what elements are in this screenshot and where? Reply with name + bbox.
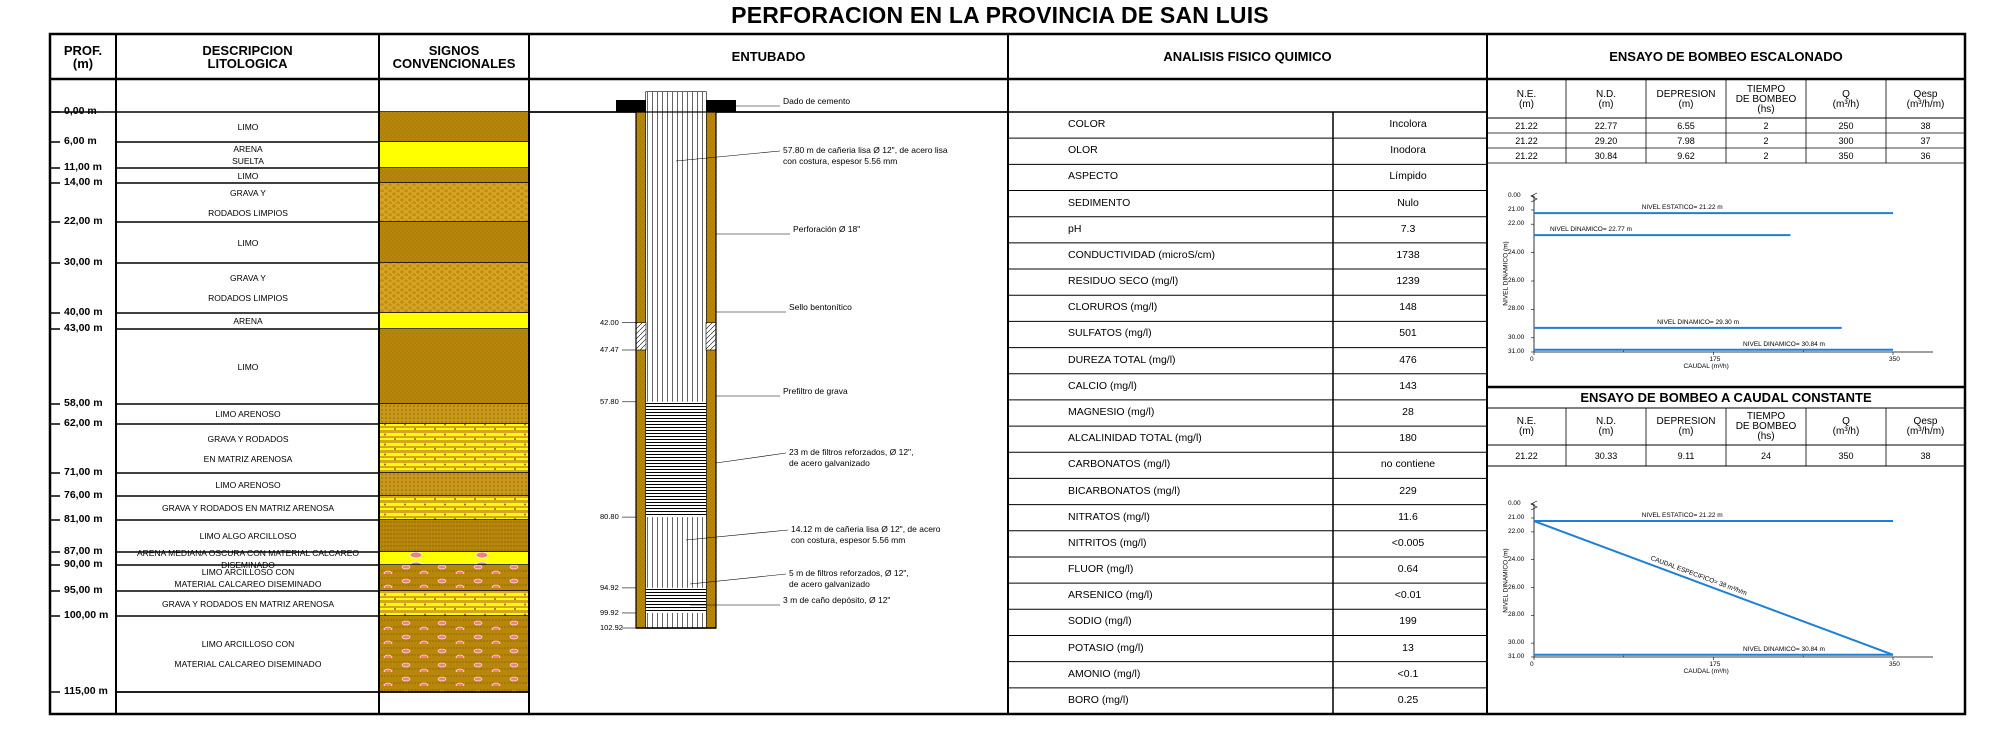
analisis-key: NITRATOS (mg/l)	[1068, 510, 1150, 523]
lithology-description	[117, 313, 379, 329]
lithology-pattern	[380, 591, 528, 616]
analisis-key: CARBONATOS (mg/l)	[1068, 458, 1171, 471]
lithology-line: GRAVA Y	[230, 273, 266, 283]
escalonado-cell: 6.55	[1677, 120, 1695, 131]
analisis-key: MAGNESIO (mg/l)	[1068, 406, 1155, 418]
entubado-annotation: Perforación Ø 18"	[793, 224, 861, 234]
escalonado-cell: 7.98	[1677, 135, 1695, 146]
header-desc-line2: LITOLOGICA	[207, 55, 288, 71]
depth-label: 40,00 m	[64, 306, 103, 318]
header-signos	[379, 34, 529, 79]
axis-break	[1531, 501, 1537, 510]
escalonado-cell: 9.62	[1677, 150, 1695, 161]
sello-left	[636, 323, 646, 350]
header-analisis: ANALISIS FISICO QUIMICO	[1163, 49, 1332, 64]
page-title: PERFORACION EN LA PROVINCIA DE SAN LUIS	[731, 2, 1269, 28]
column-header-line: Q	[1842, 416, 1850, 427]
chart-y-tick-label: 22.00	[1508, 527, 1525, 535]
header-signos-line2: CONVENCIONALES	[392, 55, 516, 71]
lithology-line: ARENA MEDIANA OSCURA CON MATERIAL CALCAREO DISEMINADO	[137, 547, 359, 570]
column-header-line: (m³/h/m)	[1906, 98, 1945, 110]
lithology-line: GRAVA Y RODADOS	[207, 433, 289, 444]
lithology-line: LIMO	[237, 122, 259, 132]
lithology-description	[117, 473, 379, 496]
depth-label: 90,00 m	[64, 558, 103, 570]
column-header-line: DEPRESION	[1656, 416, 1716, 427]
analisis-key: ARSENICO (mg/l)	[1068, 589, 1153, 602]
analisis-value: <0.1	[1397, 667, 1419, 680]
analisis-value: Inodora	[1390, 144, 1426, 157]
chart-annotation: NIVEL ESTATICO= 21.22 m	[1641, 204, 1723, 212]
analisis-value: Nulo	[1397, 196, 1419, 209]
escalonado-col-qesp	[1886, 81, 1965, 118]
column-header-line: TIEMPO	[1746, 83, 1786, 95]
lithology-pattern	[380, 313, 528, 329]
analisis-key: SODIO (mg/l)	[1068, 615, 1132, 628]
lithology-pattern	[380, 168, 528, 183]
chart-y-tick-label: 26.00	[1508, 583, 1525, 591]
depth-label: 0,00 m	[64, 105, 97, 117]
entubado-annotation: de acero galvanizado	[789, 579, 870, 589]
lithology-description	[117, 616, 379, 692]
column-header-line: (hs)	[1757, 103, 1775, 115]
chart-y-tick-label: 21.00	[1508, 206, 1525, 213]
depth-label: 95,00 m	[64, 584, 103, 596]
column-header-line: (m)	[1598, 426, 1614, 437]
chart-x-label: CAUDAL (m³/h)	[1683, 668, 1729, 675]
chart-y-label: NIVEL DINAMICO (m)	[1502, 241, 1510, 306]
lithology-description	[117, 496, 379, 520]
chart-x-tick-label: 175	[1709, 661, 1721, 668]
chart-x-tick-label: 175	[1709, 356, 1721, 363]
chart-y-tick-label: 24.00	[1508, 248, 1525, 256]
entubado-annotation: 3 m de caño depósito, Ø 12"	[783, 595, 891, 605]
constante-col-q	[1806, 409, 1886, 445]
deposit-pipe	[646, 613, 706, 628]
lithology-line: ARENA	[233, 144, 263, 154]
annotation-leader	[716, 453, 786, 463]
escalonado-cell: 2	[1763, 135, 1769, 146]
entubado-depth-value: 47.47	[600, 344, 619, 354]
lithology-line: LIMO ARENOSO	[215, 479, 281, 490]
depth-label: 6,00 m	[64, 135, 97, 147]
column-header-line: N.E.	[1516, 416, 1537, 427]
column-header-line: Q	[1842, 88, 1850, 100]
lithology-pattern	[380, 112, 528, 142]
lithology-line: LIMO	[237, 170, 259, 181]
constante-col-tiempo	[1726, 409, 1806, 445]
chart-x-tick-label: 350	[1889, 356, 1900, 363]
analisis-value: Límpido	[1389, 170, 1427, 183]
lithology-line: LIMO	[237, 361, 259, 372]
depth-label: 43,00 m	[64, 322, 103, 334]
entubado-annotation: 23 m de filtros reforzados, Ø 12",	[789, 447, 914, 457]
column-header-line: (m)	[1598, 98, 1614, 110]
lithology-line: LIMO ARCILLOSO CON	[201, 567, 295, 577]
axis-break	[1531, 193, 1537, 202]
chart-y-tick-label: 22.00	[1508, 220, 1525, 228]
entubado-annotation: Sello bentonítico	[789, 302, 852, 312]
entubado-annotation: Prefiltro de grava	[783, 386, 848, 396]
chart-annotation: CAUDAL ESPECIFICO= 38 m³/h/m	[1650, 555, 1749, 598]
analisis-value: 143	[1399, 379, 1417, 392]
analisis-key: DUREZA TOTAL (mg/l)	[1068, 353, 1176, 366]
lithology-pattern	[380, 263, 528, 313]
escalonado-col-q	[1806, 81, 1886, 118]
analisis-key: pH	[1068, 222, 1082, 235]
lithology-line: GRAVA Y RODADOS EN MATRIZ ARENOSA	[161, 503, 335, 513]
analisis-value: 0.25	[1397, 693, 1419, 706]
chart-y-tick-label: 30.00	[1508, 333, 1525, 341]
header-prof-line2: (m)	[72, 55, 94, 71]
lithology-pattern	[380, 520, 528, 552]
lithology-pattern	[380, 424, 528, 473]
entubado-depth-value: 102.92	[600, 623, 623, 632]
analisis-key: SEDIMENTO	[1068, 196, 1131, 209]
escalonado-cell: 21.22	[1515, 135, 1538, 146]
depth-label: 22,00 m	[64, 215, 103, 227]
depth-label: 87,00 m	[64, 545, 103, 557]
constante-cell: 30.33	[1594, 450, 1618, 461]
constante-col-depresion	[1646, 409, 1726, 445]
specific-flow-line	[1534, 521, 1893, 655]
lithology-line: MATERIAL CALCAREO DISEMINADO	[174, 579, 322, 589]
lithology-pattern	[380, 329, 528, 404]
escalonado-cell: 29.20	[1594, 135, 1618, 146]
analisis-key: BICARBONATOS (mg/l)	[1068, 484, 1181, 497]
filter-2	[646, 588, 706, 613]
chart-annotation: NIVEL DINAMICO= 29.30 m	[1657, 318, 1740, 326]
chart-x-tick-label: 350	[1889, 661, 1900, 668]
constante-col-ne	[1487, 409, 1566, 445]
entubado-depth-value: 57.80	[600, 396, 619, 406]
constante-cell: 9.11	[1677, 450, 1695, 461]
lithology-pattern	[380, 496, 528, 520]
escalonado-col-nd	[1566, 81, 1646, 118]
analisis-value: Incolora	[1389, 118, 1427, 131]
analisis-value: 13	[1402, 641, 1414, 654]
constante-cell: 24	[1760, 450, 1771, 461]
lithology-line: RODADOS LIMPIOS	[208, 207, 288, 218]
depth-label: 30,00 m	[64, 256, 103, 268]
chart-annotation: NIVEL ESTATICO= 21.22 m	[1641, 512, 1723, 520]
entubado-depth-value: 94.92	[600, 582, 619, 592]
analisis-key: RESIDUO SECO (mg/l)	[1068, 275, 1179, 288]
analisis-value: 7.3	[1400, 222, 1416, 235]
chart-y-tick-label: 26.00	[1508, 277, 1525, 284]
depth-label: 100,00 m	[64, 609, 109, 621]
chart-y-tick-label: 28.00	[1508, 305, 1525, 313]
lithology-description	[117, 404, 379, 424]
escalonado-cell: 37	[1920, 135, 1931, 146]
analisis-value: 0.64	[1397, 563, 1419, 576]
analisis-key: COLOR	[1068, 118, 1106, 131]
analisis-value: <0.01	[1394, 589, 1422, 602]
escalonado-cell: 22.77	[1594, 120, 1618, 131]
chart-x-tick-label: 0	[1530, 661, 1534, 668]
lithology-description	[117, 329, 379, 404]
constante-cell: 21.22	[1515, 450, 1538, 461]
lithology-description	[117, 547, 379, 570]
column-header-line: N.E.	[1516, 88, 1537, 100]
lithology-description	[117, 222, 379, 263]
chart-x-label: CAUDAL (m³/h)	[1683, 363, 1729, 370]
column-header-line: (m)	[1519, 426, 1534, 437]
analisis-value: no contiene	[1380, 458, 1436, 471]
chart-x-tick-label: 0	[1530, 356, 1534, 363]
analisis-key: CLORUROS (mg/l)	[1068, 301, 1158, 314]
lithology-description	[117, 591, 379, 616]
lithology-description	[117, 142, 379, 168]
analisis-key: CALCIO (mg/l)	[1068, 379, 1137, 392]
lithology-line: LIMO ALGO ARCILLOSO	[199, 531, 297, 541]
escalonado-cell: 30.84	[1594, 150, 1618, 161]
analisis-value: 199	[1399, 615, 1417, 628]
column-header-line: (m)	[1519, 98, 1534, 110]
analisis-value: 229	[1399, 484, 1417, 497]
depth-label: 62,00 m	[64, 417, 103, 429]
escalonado-cell: 350	[1838, 150, 1854, 161]
casing-1	[646, 92, 706, 402]
escalonado-cell: 300	[1838, 135, 1854, 146]
depth-label: 81,00 m	[64, 513, 103, 525]
column-header-line: DE BOMBEO	[1735, 93, 1797, 105]
column-header-line: TIEMPO	[1746, 411, 1786, 422]
column-header-line: (m³/h/m)	[1906, 426, 1945, 437]
depth-label: 115,00 m	[64, 685, 108, 697]
analisis-value: 501	[1399, 327, 1417, 340]
column-header-line: (m)	[1678, 426, 1694, 437]
lithology-pattern	[380, 404, 528, 424]
escalonado-cell: 2	[1763, 150, 1769, 161]
analisis-value: <0.005	[1391, 536, 1425, 549]
entubado-annotation: con costura, espesor 5.56 mm	[783, 156, 898, 166]
chart-y-tick-label: 28.00	[1508, 611, 1525, 619]
lithology-description	[117, 168, 379, 183]
analisis-value: 11.6	[1398, 510, 1418, 523]
lithology-line: GRAVA Y	[230, 187, 266, 198]
lithology-line: LIMO ARCILLOSO CON	[201, 639, 295, 649]
header-signos-line1: SIGNOS	[428, 42, 480, 58]
header-bombeo-constante: ENSAYO DE BOMBEO A CAUDAL CONSTANTE	[1580, 390, 1872, 405]
column-header-line: DE BOMBEO	[1735, 421, 1797, 432]
depth-label: 11,00 m	[64, 161, 102, 173]
chart-y-tick-label: 30.00	[1508, 639, 1525, 647]
header-prof-line1: PROF.	[63, 42, 103, 58]
chart-annotation: NIVEL DINAMICO= 30.84 m	[1743, 340, 1825, 348]
analisis-key: POTASIO (mg/l)	[1068, 641, 1144, 654]
analisis-key: OLOR	[1068, 144, 1098, 157]
entubado-depth-value: 99.92	[600, 607, 619, 617]
sello-right	[706, 323, 716, 350]
analisis-key: CONDUCTIVIDAD (microS/cm)	[1068, 248, 1215, 261]
lithology-description	[117, 565, 379, 591]
lithology-pattern	[380, 142, 528, 168]
lithology-pattern	[380, 616, 528, 692]
analisis-value: 1239	[1396, 275, 1420, 288]
lithology-description	[117, 183, 379, 222]
lithology-pattern	[380, 473, 528, 496]
chart-y-tick-label: 0.00	[1508, 500, 1521, 507]
lithology-line: ARENA	[233, 316, 263, 326]
lithology-description	[117, 263, 379, 313]
column-header-line: (m³/h)	[1832, 426, 1860, 437]
constante-cell: 38	[1920, 450, 1931, 461]
depth-label: 14,00 m	[64, 176, 103, 188]
constante-col-qesp	[1886, 409, 1965, 445]
header-descripcion	[116, 34, 379, 79]
chart-y-tick-label: 21.00	[1508, 514, 1525, 521]
constante-col-nd	[1566, 409, 1646, 445]
column-header-line: DEPRESION	[1656, 88, 1716, 100]
analisis-key: FLUOR (mg/l)	[1068, 563, 1134, 576]
escalonado-cell: 36	[1920, 150, 1931, 161]
chart-annotation: NIVEL DINAMICO= 22.77 m	[1550, 226, 1632, 234]
lithology-line: MATERIAL CALCAREO DISEMINADO	[174, 659, 322, 669]
escalonado-col-ne	[1487, 81, 1566, 118]
entubado-annotation: 57.80 m de cañeria lisa Ø 12", de acero lisa	[783, 145, 948, 155]
lithology-pattern	[380, 552, 528, 565]
analisis-value: 148	[1399, 301, 1417, 314]
depth-label: 76,00 m	[64, 489, 103, 501]
analisis-value: 28	[1402, 406, 1414, 418]
column-header-line: Qesp	[1913, 88, 1938, 100]
header-prof	[50, 34, 116, 79]
chart-y-tick-label: 31.00	[1508, 653, 1525, 660]
lithology-line: EN MATRIZ ARENOSA	[203, 453, 293, 464]
analisis-value: 1738	[1396, 248, 1420, 261]
column-header-line: (m³/h)	[1832, 98, 1860, 110]
chart-y-tick-label: 0.00	[1508, 192, 1521, 199]
header-bombeo-escalonado: ENSAYO DE BOMBEO ESCALONADO	[1609, 49, 1843, 64]
chart-y-tick-label: 24.00	[1508, 555, 1525, 563]
column-header-line: N.D.	[1596, 416, 1616, 427]
column-header-line: (hs)	[1757, 431, 1775, 442]
analisis-key: AMONIO (mg/l)	[1068, 667, 1141, 680]
analisis-key: BORO (mg/l)	[1068, 693, 1129, 706]
escalonado-col-tiempo	[1726, 81, 1806, 118]
header-desc-line1: DESCRIPCION	[202, 42, 293, 58]
depth-label: 58,00 m	[64, 397, 103, 409]
escalonado-cell: 21.22	[1515, 150, 1538, 161]
lithology-line: GRAVA Y RODADOS EN MATRIZ ARENOSA	[161, 598, 335, 609]
escalonado-cell: 2	[1763, 120, 1769, 131]
escalonado-cell: 38	[1920, 120, 1931, 131]
entubado-annotation: 14.12 m de cañeria lisa Ø 12", de acero	[791, 524, 941, 534]
analisis-value: 476	[1399, 353, 1417, 366]
lithology-pattern	[380, 565, 528, 591]
column-header-line: (m)	[1678, 98, 1694, 110]
casing-2	[646, 517, 706, 588]
lithology-line: LIMO	[237, 237, 259, 248]
entubado-annotation: Dado de cemento	[783, 96, 851, 106]
escalonado-cell: 250	[1838, 120, 1854, 131]
lithology-line: RODADOS LIMPIOS	[208, 293, 288, 303]
entubado-depth-value: 42.00	[600, 317, 619, 327]
lithology-description	[117, 112, 379, 142]
analisis-key: ALCALINIDAD TOTAL (mg/l)	[1068, 432, 1202, 445]
header-entubado: ENTUBADO	[731, 49, 806, 64]
entubado-annotation: de acero galvanizado	[789, 458, 870, 468]
escalonado-cell: 21.22	[1515, 120, 1538, 131]
analisis-key: NITRITOS (mg/l)	[1068, 536, 1147, 549]
analisis-key: ASPECTO	[1068, 170, 1118, 183]
analisis-key: SULFATOS (mg/l)	[1068, 327, 1152, 340]
entubado-depth-value: 80.80	[600, 512, 619, 522]
constante-cell: 350	[1838, 450, 1854, 461]
analisis-value: 180	[1399, 432, 1417, 445]
column-header-line: N.D.	[1596, 88, 1616, 100]
entubado-annotation: con costura, espesor 5.56 mm	[791, 535, 906, 545]
lithology-description	[117, 424, 379, 473]
depth-label: 71,00 m	[64, 466, 103, 478]
escalonado-col-depresion	[1646, 81, 1726, 118]
chart-annotation: NIVEL DINAMICO= 30.84 m	[1743, 645, 1825, 653]
lithology-pattern	[380, 183, 528, 222]
chart-y-label: NIVEL DINAMICO (m)	[1502, 547, 1510, 613]
entubado-annotation: 5 m de filtros reforzados, Ø 12",	[789, 568, 909, 578]
filter-1	[646, 402, 706, 517]
lithology-pattern	[380, 222, 528, 263]
lithology-line: SUELTA	[232, 156, 264, 166]
chart-y-tick-label: 31.00	[1508, 348, 1525, 355]
lithology-line: LIMO ARENOSO	[215, 409, 281, 419]
column-header-line: Qesp	[1913, 416, 1938, 427]
